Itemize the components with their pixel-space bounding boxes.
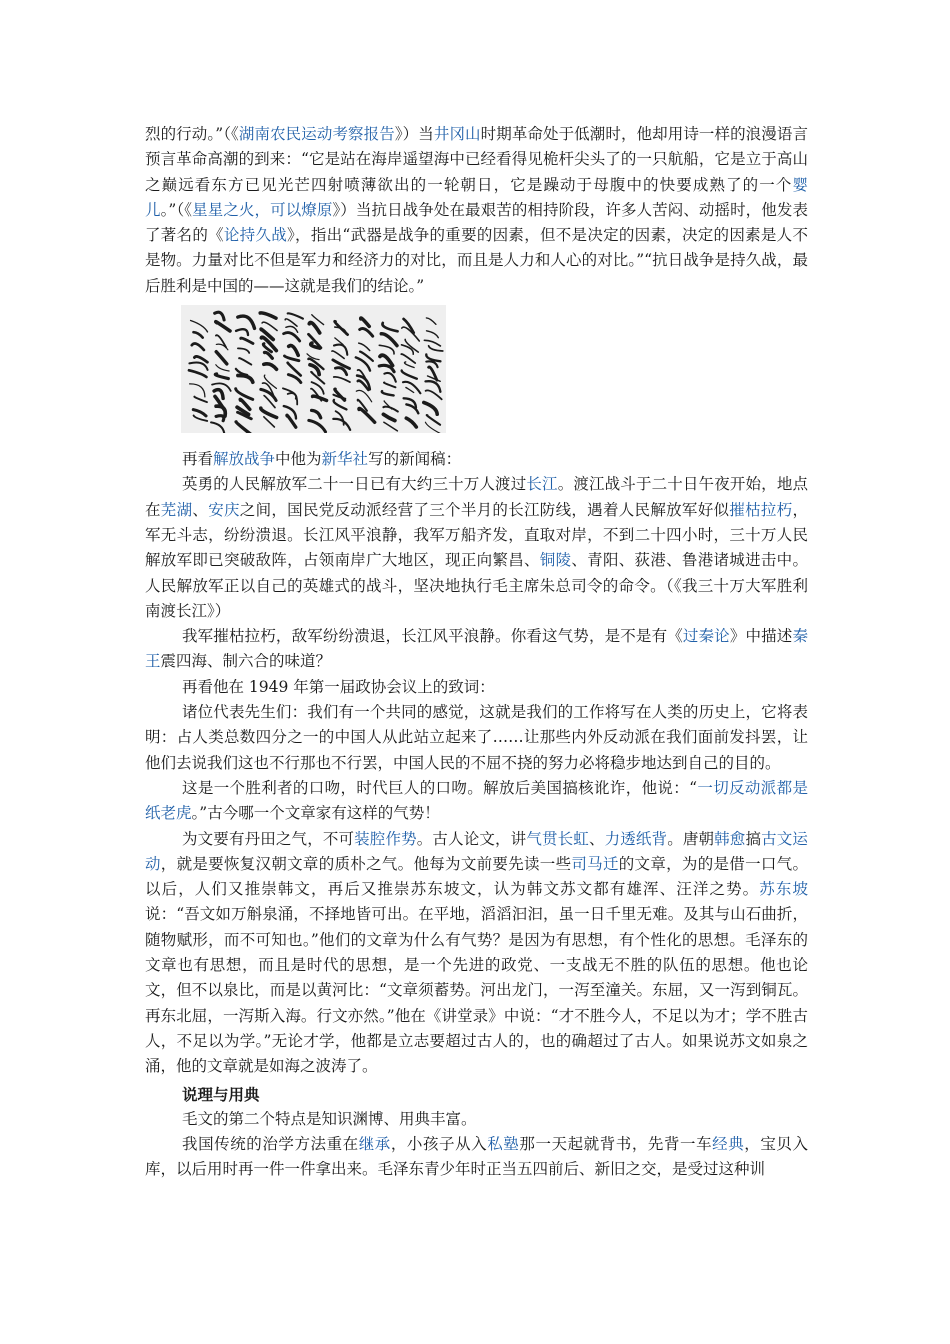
text-run: 。”（《 [160,200,193,219]
text-run: 我国传统的治学方法重在 [182,1135,359,1154]
text-run: 》）当抗日战争处在最艰苦的相持阶段，许多人苦闷、动摇时，他发表了著名的《 [145,200,808,245]
inline-link[interactable]: 长江 [526,475,558,494]
text-run: ，就是要恢复汉朝文章的质朴之气。他每为文前要先读一些 [160,854,572,873]
text-run: 英勇的人民解放军二十一日已有大约三十万人渡过 [182,475,527,494]
calligraphy-image [181,305,446,433]
inline-link[interactable]: 秦王 [145,627,808,671]
text-run: ，宝贝入库，以后用时再一件一件拿出来。毛泽东青少年时正当五四前后、新旧之交，是受过这种训 [145,1135,808,1179]
inline-link[interactable]: 摧枯拉朽 [729,500,793,519]
paragraph [145,827,808,1080]
document-body [145,122,808,1183]
text-run: 烈的行动。”（《 [145,125,239,143]
text-run: 这是一个胜利者的口吻，时代巨人的口吻。解放后美国搞核讹诈，他说：“ [182,778,698,797]
text-run: 再看他在 1949 年第一届政协会议上的致词： [182,677,495,696]
text-run: 、 [192,500,209,519]
text-run: 。唐朝 [667,829,715,848]
paragraph [145,447,808,472]
text-run: 说：“吾文如万斛泉涌，不择地皆可出。在平地，滔滔汩汩，虽一日千里无难。及其与山石曲折，随物赋形，而不可知也。”他们的文章为什么有气势？是因为有思想，有个性化的思想。毛泽东的文章也有思想，而且是时代的思想，是一个先进的政党、一支战无不胜的队伍的思想。他也论文，但不以泉比，而是以黄河比：“文章须蓄势。河出龙门，一泻至潼关。东屈，又一泻到铜瓦。再东北屈，一泻斯入海。行文亦然。”他在《讲堂录》中说：“才不胜今人，不足以为才；学不胜古人，不足以为学。”无论才学，他都是立志要超过古人的，也的确超过了古人。如果说苏文如泉之涌，他的文章就是如海之波涛了。 [145,905,808,1076]
text-run: 之间，国民党反动派经营了三个半月的长江防线，遇着人民解放军好似 [239,500,730,519]
text-run: 毛文的第二个特点是知识渊博、用典丰富。 [182,1109,477,1128]
inline-link[interactable]: 气贯长虹 [526,829,589,848]
text-run: 。”古今哪一个文章家有这样的气势！ [191,804,440,823]
inline-link[interactable]: 司马迁 [571,854,619,873]
text-run: 》中描述 [729,627,793,646]
text-run: 中他为 [275,450,322,469]
inline-link[interactable]: 继承 [358,1135,391,1154]
inline-link[interactable]: 安庆 [208,500,240,519]
text-run: 那一天起就背书，先背一车 [519,1135,713,1154]
paragraph [145,122,808,299]
text-run: 的文章，为的是借一口气。以后，人们又推崇韩文，再后又推崇苏东坡文，认为韩文苏文都有雄浑、汪洋之势。 [145,854,808,899]
text-run: 》，指出“武器是战争的重要的因素，但不是决定的因素，决定的因素是人不是物。力量对比不但是军力和经济力的对比，而且是人力和人心的对比。”“抗日战争是持久战，最后胜利是中国的——这就是我们的结论。” [145,226,808,295]
paragraph [145,776,808,827]
inline-link[interactable]: 私塾 [487,1135,520,1154]
paragraph [145,700,808,776]
inline-link[interactable]: 解放战争 [213,450,276,469]
text-run: 我军摧枯拉朽，敌军纷纷溃退，长江风平浪静。你看这气势，是不是有《 [182,627,683,646]
inline-link[interactable]: 古文运动 [145,829,808,873]
inline-link[interactable]: 论持久战 [223,226,288,245]
inline-link[interactable]: 新华社 [321,450,369,469]
text-run: 为文要有丹田之气，不可 [182,829,355,848]
paragraph [145,675,808,700]
text-run: 再看 [182,450,214,469]
paragraph [145,624,808,675]
paragraph [145,1107,808,1132]
text-run: 诸位代表先生们：我们有一个共同的感觉，这就是我们的工作将写在人类的历史上，它将表明：占人类总数四分之一的中国人从此站立起来了……让那些内外反动派在我们面前发抖罢，让他们去说我们这也不行那也不行罢，中国人民的不屈不挠的努力必将稳步地达到自己的目的。 [145,703,808,772]
paragraph [145,1132,808,1183]
text-run: 、 [588,829,605,848]
inline-link[interactable]: 婴儿 [145,175,808,219]
inline-link[interactable]: 一切反动派都是纸老虎 [145,778,808,823]
text-run: 时期革命处于低潮时，他却用诗一样的浪漫语言预言革命高潮的到来：“它是站在海岸遥望海中已经看得见桅杆尖头了的一只航船，它是立于高山之巅远看东方已见光芒四射喷薄欲出的一轮朝日，它是躁动于母腹中的快要成熟了的一个 [145,125,808,194]
text-run: 说理与用典 [182,1084,260,1104]
text-run: 写的新闻稿： [368,450,462,469]
text-run: 搞 [745,829,762,848]
inline-link[interactable]: 湖南农民运动考察报告 [238,125,395,143]
inline-link[interactable]: 铜陵 [539,551,572,570]
text-run: ，小孩子从入 [390,1135,488,1154]
inline-link[interactable]: 芜湖 [160,500,193,519]
text-run: ，军无斗志，纷纷溃退。长江风平浪静，我军万船齐发，直取对岸，不到二十四小时，三十万人民解放军即已突破敌阵，占领南岸广大地区，现正向繁昌、 [145,500,808,570]
text-run: 震四海、制六合的味道？ [160,652,332,671]
inline-link[interactable]: 苏东坡 [759,880,808,899]
inline-link[interactable]: 力透纸背 [604,829,668,848]
inline-link[interactable]: 星星之火，可以燎原 [192,200,333,219]
section-heading [145,1082,808,1107]
inline-link[interactable]: 井冈山 [433,125,481,143]
text-run: 。古人论文，讲 [416,829,527,848]
text-run: 、青阳、荻港、鲁港诸城进击中。人民解放军正以自己的英雄式的战斗，坚决地执行毛主席朱总司令的命令。（《我三十万大军胜利南渡长江》） [145,551,808,620]
inline-link[interactable]: 过秦论 [682,627,730,646]
text-run: 》）当 [394,125,434,143]
inline-link[interactable]: 经典 [712,1135,745,1154]
inline-link[interactable]: 韩愈 [714,829,746,848]
paragraph [145,472,808,624]
inline-link[interactable]: 装腔作势 [354,829,417,848]
text-run: 。渡江战斗于二十日午夜开始，地点在 [145,475,808,519]
